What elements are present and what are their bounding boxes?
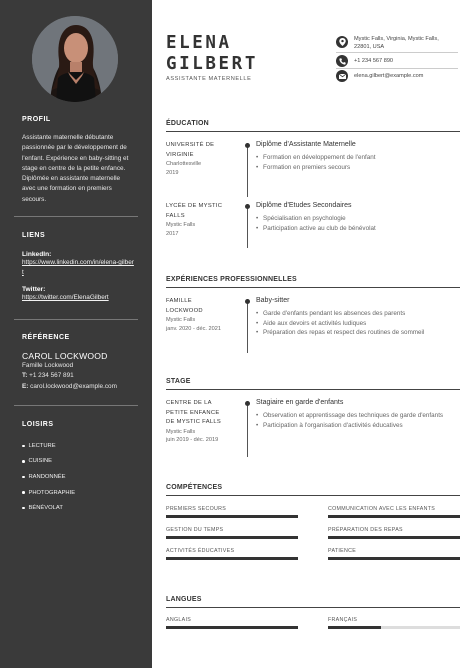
skill-bar-track: [166, 536, 298, 539]
hobby-label: LECTURE: [28, 442, 56, 449]
language-bar-fill: [166, 626, 298, 629]
divider: [14, 216, 138, 217]
skill-label: COMMUNICATION AVEC LES ENFANTS: [328, 506, 436, 512]
divider: [336, 52, 458, 53]
location-pin-icon: [336, 36, 348, 48]
candidate-name: [166, 33, 258, 75]
entry-location: Mystic Falls: [166, 317, 196, 324]
reference-phone-label: T:: [22, 372, 28, 380]
timeline-dot: [245, 143, 250, 148]
skill-bar-fill: [166, 515, 298, 518]
divider: [14, 405, 138, 406]
envelope-icon: [336, 70, 348, 82]
section-rule: [166, 287, 460, 288]
hobbies-title: LOISIRS: [22, 421, 54, 428]
language-item: [328, 617, 460, 629]
bullet-icon: [22, 507, 25, 510]
entry-date: 2017: [166, 230, 179, 237]
hobby-item: [22, 454, 134, 470]
skill-bar-fill: [328, 515, 460, 518]
skill-bar-fill: [328, 557, 460, 560]
language-bar-track: [166, 626, 298, 629]
entry-meta: [166, 202, 230, 238]
skill-item: [328, 527, 460, 539]
section-rule: [166, 607, 460, 608]
entry-bullet: • Observation et apprentissage des techniques de garde d'enfants: [256, 411, 456, 421]
profile-section: [22, 116, 134, 205]
entry-bullet: • Formation en premiers secours: [256, 163, 456, 173]
contact-email: [336, 70, 423, 82]
skill-label: PRÉPARATION DES REPAS: [328, 527, 403, 533]
skill-item: [166, 506, 298, 518]
entry-date: janv. 2020 - déc. 2021: [166, 325, 221, 332]
first-name: ELENA: [166, 33, 232, 53]
entry-heading: Diplôme d'Assistante Maternelle: [256, 141, 356, 148]
profile-photo: [32, 16, 118, 102]
divider: [14, 319, 138, 320]
timeline-line: [247, 299, 248, 353]
job-title: ASSISTANTE MATERNELLE: [166, 76, 252, 82]
contact-address: [336, 36, 454, 51]
section-rule: [166, 495, 460, 496]
entry-heading: Baby-sitter: [256, 297, 290, 304]
skill-bar-track: [328, 515, 460, 518]
timeline-dot: [245, 401, 250, 406]
bullet-icon: [22, 445, 25, 448]
skill-label: ACTIVITÉS ÉDUCATIVES: [166, 548, 235, 554]
entry-bullet: • Garde d'enfants pendant les absences des parents: [256, 309, 456, 319]
hobby-item: [22, 438, 134, 454]
reference-company: Famille Lockwood: [22, 362, 74, 369]
language-bar-track: [328, 626, 460, 629]
skill-label: PREMIERS SECOURS: [166, 506, 227, 512]
entry-bullet: • Préparation des repas et respect des routines de sommeil: [256, 328, 456, 338]
bullet-icon: [22, 491, 25, 494]
entry-org: UNIVERSITÉ DE VIRGINIE: [166, 142, 215, 158]
entry-org: CENTRE DE LA PETITE ENFANCE DE MYSTIC FALLS: [166, 400, 222, 426]
skill-bar-track: [328, 557, 460, 560]
entry-location: Mystic Falls: [166, 222, 196, 229]
linkedin-link[interactable]: https://www.linkedin.com/in/elena-gilbert: [22, 259, 134, 276]
reference-name: CAROL LOCKWOOD: [22, 351, 108, 361]
language-label: FRANÇAIS: [328, 617, 358, 623]
entry-heading: Diplôme d'Etudes Secondaires: [256, 202, 352, 209]
reference-phone-row: [22, 371, 134, 381]
timeline-dot: [245, 299, 250, 304]
last-name: GILBERT: [166, 54, 258, 74]
timeline-line: [247, 204, 248, 248]
entry-meta: [166, 399, 230, 445]
entry-date: juin 2019 - déc. 2019: [166, 437, 219, 444]
bullet-icon: [22, 476, 25, 479]
skill-item: [166, 527, 298, 539]
timeline-line: [247, 143, 248, 197]
skill-bar-track: [328, 536, 460, 539]
reference-title: RÉFÉRENCE: [22, 334, 70, 341]
phone-text: +1 234 567 890: [354, 58, 394, 64]
hobby-item: [22, 500, 134, 516]
bullet-icon: [22, 460, 25, 463]
address-text: Mystic Falls, Virginia, Mystic Falls, 22801, USA: [354, 36, 439, 50]
entry-heading: Stagiaire en garde d'enfants: [256, 399, 344, 406]
reference-phone: +1 234 567 891: [29, 372, 74, 380]
skill-bar-fill: [166, 536, 298, 539]
language-bar-fill: [328, 626, 381, 629]
language-item: [166, 617, 298, 629]
hobby-item: [22, 485, 134, 501]
reference-email-row: [22, 382, 134, 392]
reference-email: carol.lockwood@example.com: [30, 382, 117, 390]
entry-meta: [166, 141, 230, 177]
entry-date: 2019: [166, 169, 179, 176]
internship-title: STAGE: [166, 378, 191, 385]
sidebar: [0, 0, 152, 668]
entry-details: [256, 399, 456, 430]
reference-section: [22, 334, 134, 392]
divider: [336, 68, 458, 69]
links-section: [22, 232, 134, 303]
entry-details: [256, 297, 456, 338]
entry-org: FAMILLE LOCKWOOD: [166, 298, 203, 314]
main-content: [152, 0, 474, 668]
skills-title: COMPÉTENCES: [166, 484, 223, 491]
section-rule: [166, 389, 460, 390]
section-rule: [166, 131, 460, 132]
skill-bar-track: [166, 515, 298, 518]
contact-phone: [336, 55, 393, 67]
timeline-dot: [245, 204, 250, 209]
linkedin-label: LinkedIn:: [22, 251, 52, 258]
languages-title: LANGUES: [166, 596, 202, 603]
entry-bullet: • Participation à l'organisation d'activités éducatives: [256, 421, 456, 431]
hobby-label: BÉNÉVOLAT: [28, 505, 63, 512]
profile-title: PROFIL: [22, 116, 51, 123]
hobby-label: RANDONNÉE: [28, 473, 66, 480]
skill-bar-track: [166, 557, 298, 560]
education-title: ÉDUCATION: [166, 120, 209, 127]
entry-details: [256, 141, 456, 172]
skill-item: [328, 506, 460, 518]
reference-email-label: E:: [22, 382, 29, 390]
hobby-label: CUISINE: [28, 458, 53, 465]
hobbies-section: [22, 421, 134, 516]
entry-bullet: • Participation active au club de bénévolat: [256, 224, 456, 234]
twitter-label: Twitter:: [22, 286, 46, 293]
entry-org: LYCÉE DE MYSTIC FALLS: [166, 203, 223, 219]
experience-title: EXPÉRIENCES PROFESSIONNELLES: [166, 276, 297, 283]
skill-item: [328, 548, 460, 560]
skill-label: GESTION DU TEMPS: [166, 527, 224, 533]
profile-text: Assistante maternelle débutante passionnée par le développement de l'enfant. Expérience en baby-sitting et stage en centre de la petite enfance. Diplômée en assistante maternelle avec une formation en premiers secours.: [22, 134, 129, 203]
twitter-link[interactable]: https://twitter.com/ElenaGilbert: [22, 294, 109, 301]
skill-bar-fill: [328, 536, 460, 539]
skill-bar-fill: [166, 557, 298, 560]
phone-icon: [336, 55, 348, 67]
hobby-label: PHOTOGRAPHIE: [28, 489, 76, 496]
entry-location: Charlottesville: [166, 161, 202, 168]
entry-bullet: • Spécialisation en psychologie: [256, 214, 456, 224]
language-label: ANGLAIS: [166, 617, 192, 623]
skill-label: PATIENCE: [328, 548, 357, 554]
skill-item: [166, 548, 298, 560]
entry-bullet: • Aide aux devoirs et activités ludiques: [256, 319, 456, 329]
entry-bullet: • Formation en développement de l'enfant: [256, 153, 456, 163]
timeline-line: [247, 401, 248, 457]
entry-details: [256, 202, 456, 233]
hobby-item: [22, 469, 134, 485]
entry-meta: [166, 297, 230, 333]
entry-location: Mystic Falls: [166, 429, 196, 436]
email-text: elena.gilbert@example.com: [354, 73, 424, 79]
links-title: LIENS: [22, 232, 46, 239]
